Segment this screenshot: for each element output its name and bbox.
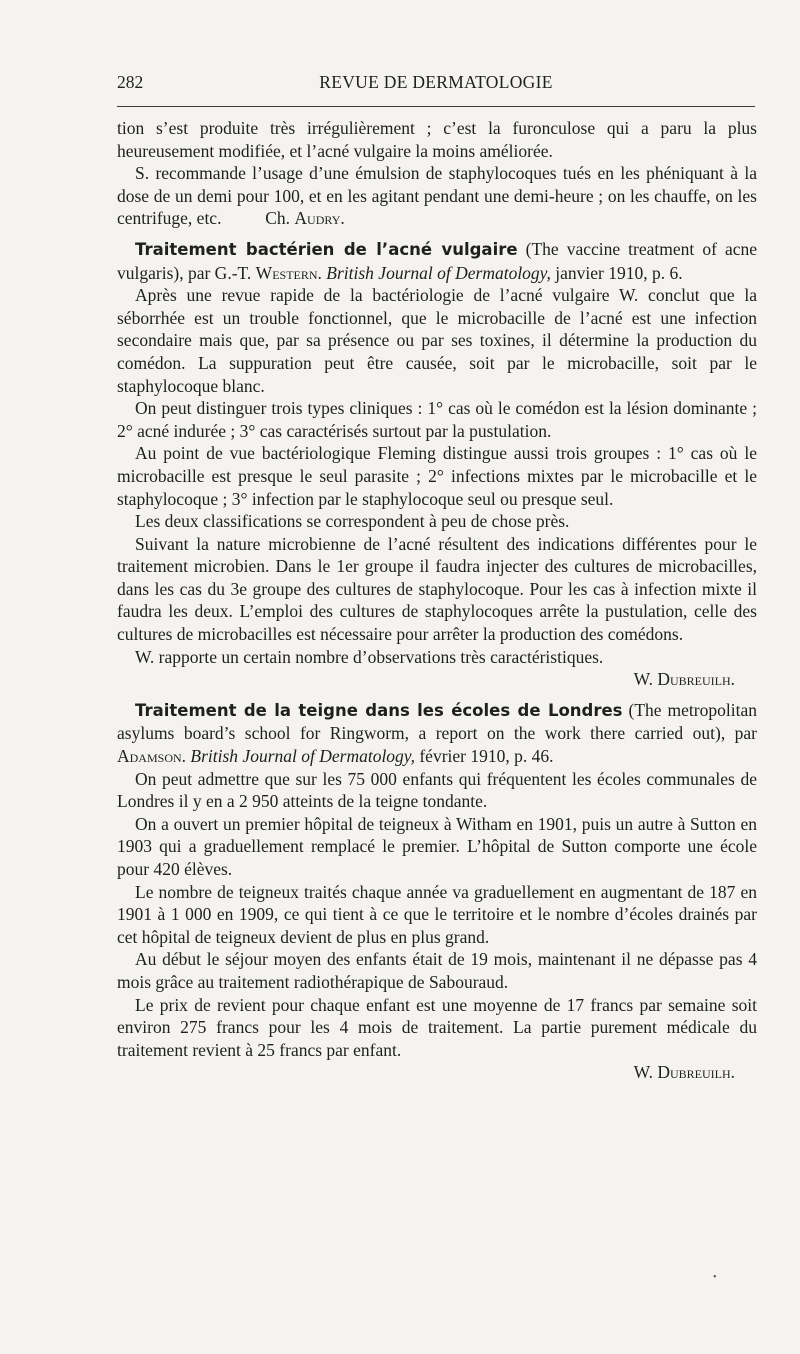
article2-paragraph-4: Les deux classifications se correspondent à peu de chose près. <box>135 511 570 532</box>
article2-paragraph-5: Suivant la nature microbienne de l’acné résultent des indications différentes pour le traitement microbien. Dans le 1er groupe il faudra injecter des cultures de microbacilles, dans les cas du 3e groupe des cultures de staphylocoque. Pour les cas à infection mixte il faudra les deux. L’emploi des cultures de staphylocoques arrête la pustulation, celle des cultures de microbacilles est nécessaire pour arrêter la production des comédons. <box>117 533 757 645</box>
article2-paragraph-1: Après une revue rapide de la bactériologie de l’acné vulgaire W. conclut que la séborrhée est un trouble fonctionnel, que le microbacille de l’acné est une infection secondaire mais que, par sa présence ou par ses toxines, il détermine la production du comédon. La suppuration peut être causée, soit par le microbacille, soit par le staphylocoque blanc. <box>117 285 757 396</box>
article2-journal: British Journal of Dermatology, <box>321 262 551 283</box>
page-header <box>117 72 755 98</box>
article3-signature: W. Dubreuilh. <box>633 1062 735 1083</box>
article3-author: Adamson. <box>117 746 187 767</box>
article2-paragraph-6: W. rapporte un certain nombre d’observations très caractéristiques. <box>135 646 604 667</box>
article2-author: Western. <box>255 262 322 283</box>
article2-heading <box>117 238 757 284</box>
header-rule <box>117 106 755 107</box>
article2-paragraph-3: Au point de vue bactériologique Fleming distingue aussi trois groupes : 1° cas où le microbacille est presque le seul parasite ; 2° infections mixtes par le microbacille et le staphylocoque ; 3° infection par le staphylocoque seul ou presque seul. <box>117 443 757 509</box>
article2-title: Traitement bactérien de l’acné vulgaire <box>135 239 518 259</box>
article2-paragraph-2: On peut distinguer trois types cliniques : 1° cas où le comédon est la lésion dominante ; 2° acné indurée ; 3° cas caractérisés surtout par la pustulation. <box>117 398 757 441</box>
page-number: 282 <box>117 72 144 92</box>
article3-title: Traitement de la teigne dans les écoles de Londres <box>135 700 623 720</box>
article3-journal: British Journal of Dermatology, <box>186 746 415 767</box>
article3-heading <box>117 699 757 768</box>
article2-ref-a: (The vaccine treatment of acne vulgaris), par G.-T. <box>117 238 757 283</box>
print-speck: • <box>713 1272 717 1283</box>
running-title: REVUE DE DERMATOLOGIE <box>319 72 553 92</box>
article1-paragraph-1: tion s’est produite très irrégulièrement ; c’est la furonculose qui a paru la plus heureusement modifiée, et l’acné vulgaire la moins améliorée. <box>117 118 757 161</box>
article3-paragraph-2: On a ouvert un premier hôpital de teigneux à Witham en 1901, puis un autre à Sutton en 1903 qui a graduellement remplacé le premier. L’hôpital de Sutton comporte une école pour 420 élèves. <box>117 813 757 879</box>
article1-paragraph-2-text: S. recommande l’usage d’une émulsion de staphylocoques tués en les phéniquant à la dose de un demi pour 100, et en les agitant pendant une demi-heure ; on les chauffe, on les centrifuge, etc. <box>117 163 757 229</box>
article2-signature: W. Dubreuilh. <box>633 669 735 690</box>
article3-paragraph-4: Au début le séjour moyen des enfants était de 19 mois, maintenant il ne dépasse pas 4 mois grâce au traitement radiothérapique de Sabouraud. <box>117 949 757 992</box>
article3-ref-b: février 1910, p. 46. <box>414 746 554 767</box>
article1-signature: Audry. <box>294 208 345 229</box>
article3-ref-a: (The metropolitan asylums board’s school for Ringworm, a report on the work there carried out), par <box>117 699 757 744</box>
article2-ref-b: janvier 1910, p. 6. <box>550 262 683 283</box>
page-body <box>117 117 757 1084</box>
article3-paragraph-3: Le nombre de teigneux traités chaque année va graduellement en augmentant de 187 en 1901 à 1 000 en 1909, ce qui tient à ce que le territoire et le nombre d’écoles drainés par cet hôpital de teigneux devient de plus en plus grand. <box>117 881 757 947</box>
article1-paragraph-2 <box>117 162 757 230</box>
article3-paragraph-5: Le prix de revient pour chaque enfant est une moyenne de 17 francs par semaine soit environ 275 francs pour les 4 mois de traitement. La partie purement médicale du traitement revient à 25 francs par enfant. <box>117 994 757 1060</box>
article3-paragraph-1: On peut admettre que sur les 75 000 enfants qui fréquentent les écoles communales de Londres il y en a 2 950 atteints de la teigne tondante. <box>117 768 757 812</box>
article1-signature-prefix: Ch. <box>265 208 295 229</box>
